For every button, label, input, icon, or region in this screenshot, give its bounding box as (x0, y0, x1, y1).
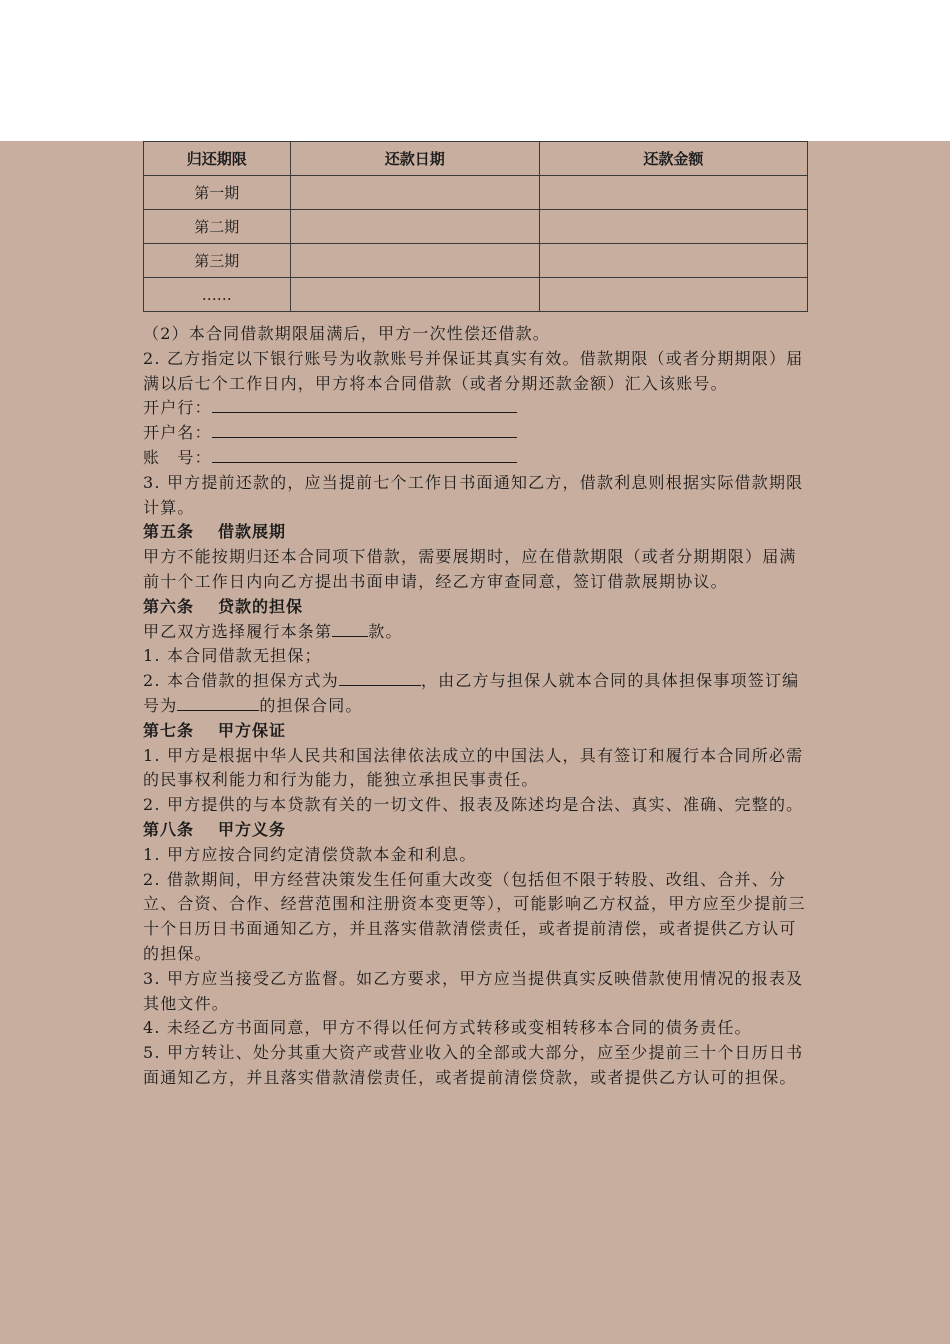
bank-name-field[interactable] (212, 396, 517, 413)
clause-early-repayment: 3. 甲方提前还款的，应当提前七个工作日书面通知乙方，借款利息则根据实际借款期限计算。 (143, 472, 804, 517)
table-row (144, 210, 808, 244)
article-5-heading (143, 520, 808, 545)
period-cell: 第二期 (144, 210, 291, 244)
amount-cell (539, 210, 807, 244)
article-number: 第七条 (143, 720, 195, 740)
date-cell (290, 244, 539, 278)
period-cell: 第一期 (144, 176, 291, 210)
guarantee-option-2 (143, 669, 808, 719)
account-number-field[interactable] (212, 446, 517, 463)
table-header-row (144, 142, 808, 176)
repayment-schedule-table (143, 141, 808, 312)
date-cell (290, 176, 539, 210)
contract-body (143, 322, 808, 1091)
header-repay-term: 归还期限 (144, 142, 291, 176)
account-name-line (143, 421, 808, 446)
guarantee-choice-suffix: 款。 (368, 621, 403, 641)
obligation-5: 5. 甲方转让、处分其重大资产或营业收入的全部或大部分，应至少提前三十个日历日书面通知乙方，并且落实借款清偿责任，或者提前清偿贷款，或者提供乙方认可的担保。 (143, 1043, 804, 1087)
guarantee-method-text: 2. 本合借款的担保方式为 (143, 671, 339, 691)
header-repay-date: 还款日期 (290, 142, 539, 176)
account-number-label: 账 号： (143, 447, 212, 467)
amount-cell (539, 278, 807, 312)
table-row (144, 244, 808, 278)
guarantee-contract-number-field[interactable] (177, 694, 259, 711)
guarantee-choice-text: 甲乙双方选择履行本条第 (143, 621, 333, 641)
clause-bank-account: 2. 乙方指定以下银行账号为收款账号并保证其真实有效。借款期限（或者分期期限）届满以后七个工作日内，甲方将本合同借款（或者分期还款金额）汇入该账号。 (143, 348, 804, 393)
bank-label: 开户行： (143, 398, 212, 418)
article-5-body: 甲方不能按期归还本合同项下借款，需要展期时，应在借款期限（或者分期期限）届满前十个工作日内向乙方提出书面申请，经乙方审查同意，签订借款展期协议。 (143, 547, 797, 591)
guarantee-contract-suffix: 的担保合同。 (259, 695, 363, 715)
date-cell (290, 210, 539, 244)
article-6-heading (143, 595, 808, 620)
table-row (144, 278, 808, 312)
bank-name-line (143, 396, 808, 421)
amount-cell (539, 244, 807, 278)
account-name-field[interactable] (212, 421, 517, 438)
article-title: 借款展期 (218, 522, 287, 542)
obligation-4: 4. 未经乙方书面同意，甲方不得以任何方式转移或变相转移本合同的债务责任。 (143, 1018, 752, 1038)
article-number: 第六条 (143, 596, 195, 616)
article-number: 第五条 (143, 522, 195, 542)
warranty-2: 2. 甲方提供的与本贷款有关的一切文件、报表及陈述均是合法、真实、准确、完整的。 (143, 795, 804, 815)
guarantee-option-1: 1. 本合同借款无担保； (143, 646, 322, 666)
clause-lump-sum: （2）本合同借款期限届满后，甲方一次性偿还借款。 (143, 324, 550, 343)
guarantee-choice-line (143, 620, 808, 645)
header-repay-amount: 还款金额 (539, 142, 807, 176)
article-title: 甲方义务 (218, 819, 287, 839)
article-title: 贷款的担保 (218, 596, 304, 616)
account-number-line (143, 446, 808, 471)
guarantee-method-field[interactable] (339, 669, 421, 686)
account-name-label: 开户名： (143, 423, 212, 443)
obligation-1: 1. 甲方应按合同约定清偿贷款本金和利息。 (143, 844, 477, 864)
article-number: 第八条 (143, 819, 195, 839)
obligation-2: 2. 借款期间，甲方经营决策发生任何重大改变（包括但不限于转股、改组、合并、分立、合资、合作、经营范围和注册资本变更等），可能影响乙方权益，甲方应至少提前三十个日历日书面通知乙方，并且落实借款清偿责任，或者提前清偿，或者提供乙方认可的担保。 (143, 869, 806, 963)
contract-page (143, 141, 808, 1091)
guarantee-clause-field[interactable] (332, 620, 368, 637)
table-row (144, 176, 808, 210)
page-top-margin (0, 0, 950, 141)
article-8-heading (143, 818, 808, 843)
obligation-3: 3. 甲方应当接受乙方监督。如乙方要求，甲方应当提供真实反映借款使用情况的报表及其他文件。 (143, 968, 804, 1013)
guarantee-contract-text: ，由乙方与担保人就本合同的具体担保事项签订编号为 (143, 671, 800, 715)
amount-cell (539, 176, 807, 210)
article-title: 甲方保证 (218, 720, 287, 740)
article-7-heading (143, 719, 808, 744)
period-cell: 第三期 (144, 244, 291, 278)
date-cell (290, 278, 539, 312)
period-cell: …… (144, 278, 291, 312)
warranty-1: 1. 甲方是根据中华人民共和国法律依法成立的中国法人，具有签订和履行本合同所必需的民事权利能力和行为能力，能独立承担民事责任。 (143, 745, 804, 790)
